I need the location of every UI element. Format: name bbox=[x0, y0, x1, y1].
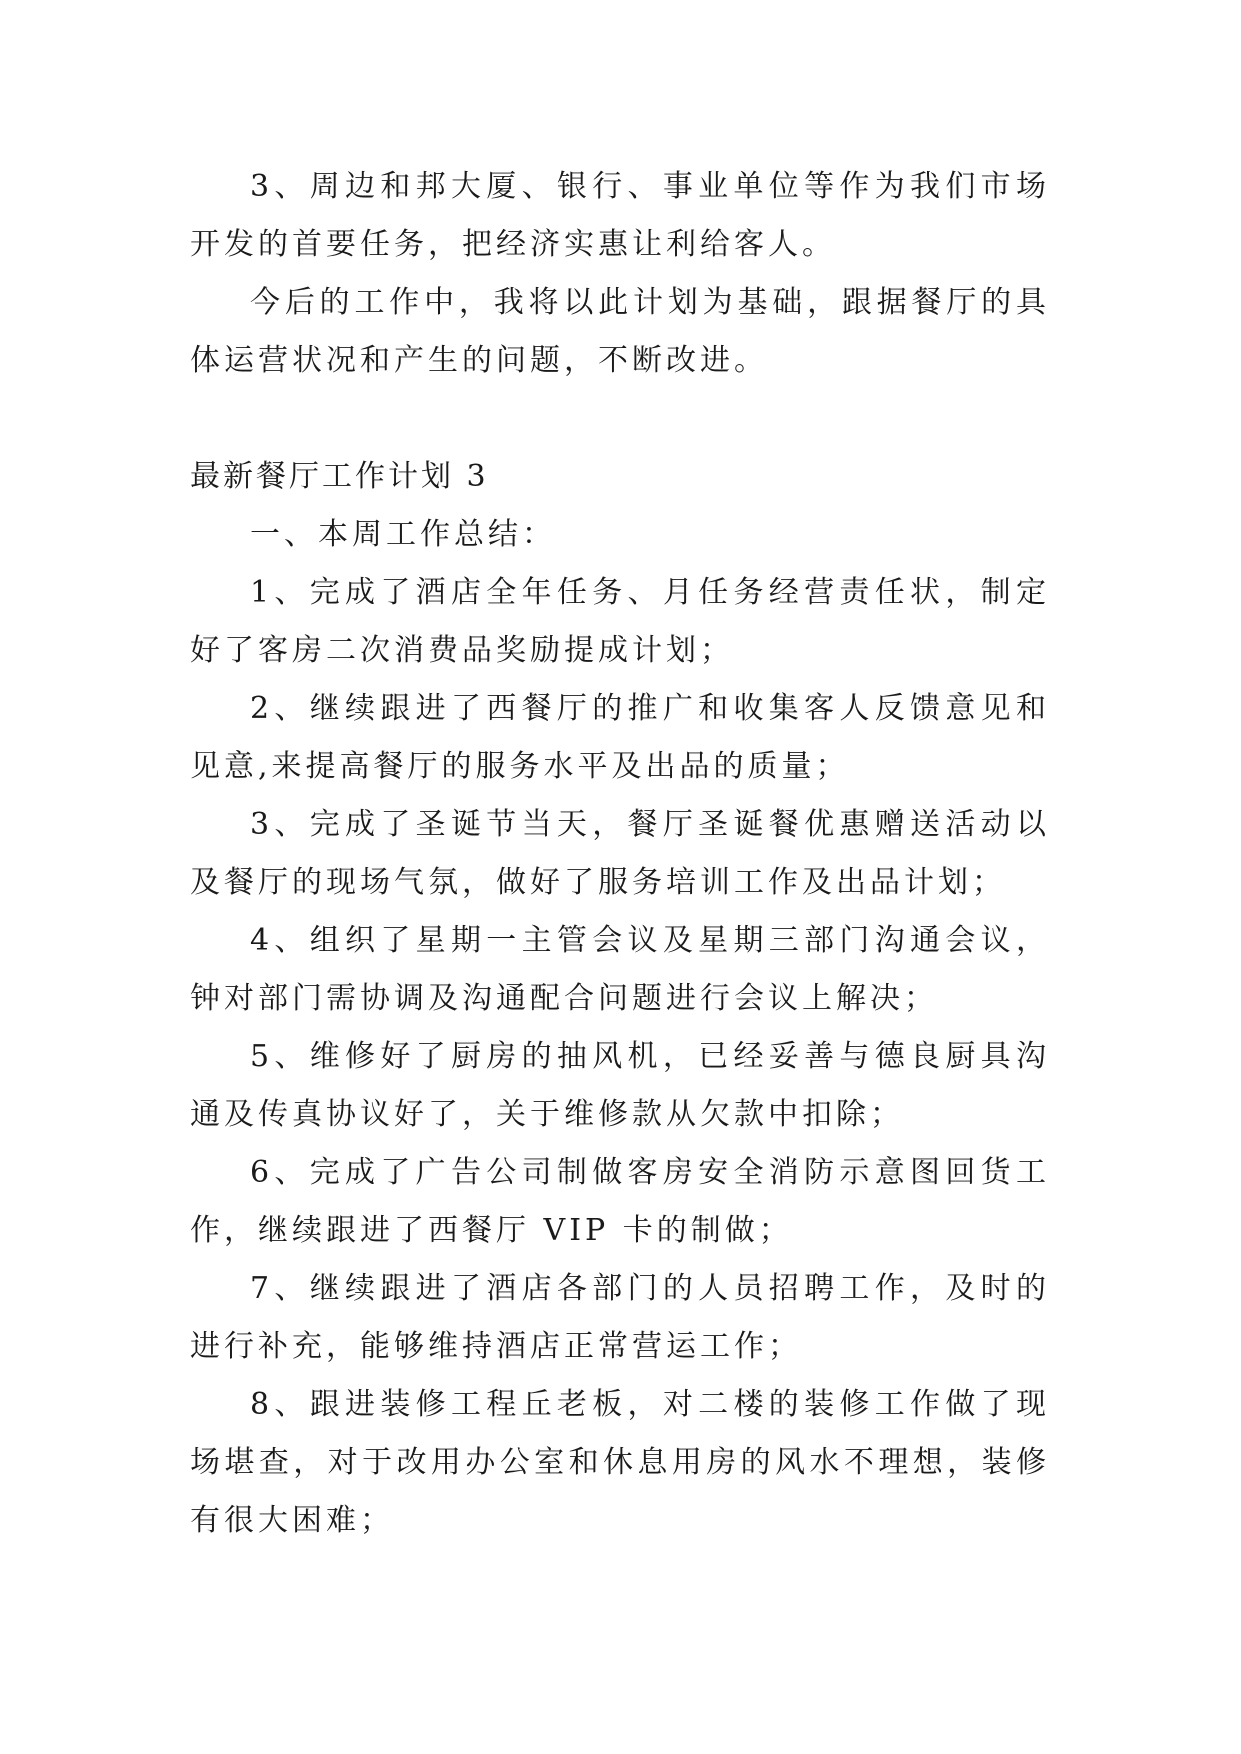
list-item: 4、组织了星期一主管会议及星期三部门沟通会议，钟对部门需协调及沟通配合问题进行会议上解决； bbox=[190, 923, 1050, 1016]
list-item: 7、继续跟进了酒店各部门的人员招聘工作，及时的进行补充，能够维持酒店正常营运工作； bbox=[190, 1271, 1050, 1364]
list-item: 1、完成了酒店全年任务、月任务经营责任状，制定好了客房二次消费品奖励提成计划； bbox=[190, 575, 1050, 668]
document-body bbox=[190, 158, 1050, 1550]
list-item: 3、完成了圣诞节当天，餐厅圣诞餐优惠赠送活动以及餐厅的现场气氛，做好了服务培训工作及出品计划； bbox=[190, 807, 1050, 900]
paragraph-market-development: 3、周边和邦大厦、银行、事业单位等作为我们市场开发的首要任务，把经济实惠让利给客人。 bbox=[190, 169, 1050, 262]
section-subtitle: 一、本周工作总结： bbox=[250, 517, 556, 552]
section-spacer bbox=[190, 390, 1050, 448]
paragraph-future-work: 今后的工作中，我将以此计划为基础，跟据餐厅的具体运营状况和产生的问题，不断改进。 bbox=[190, 285, 1050, 378]
list-item: 2、继续跟进了西餐厅的推广和收集客人反馈意见和见意,来提高餐厅的服务水平及出品的质量； bbox=[190, 691, 1050, 784]
list-item: 5、维修好了厨房的抽风机，已经妥善与德良厨具沟通及传真协议好了，关于维修款从欠款中扣除； bbox=[190, 1039, 1050, 1132]
list-item: 6、完成了广告公司制做客房安全消防示意图回货工作，继续跟进了西餐厅 VIP 卡的制做； bbox=[190, 1155, 1050, 1248]
list-item: 8、跟进装修工程丘老板，对二楼的装修工作做了现场堪查，对于改用办公室和休息用房的风水不理想，装修有很大困难； bbox=[190, 1387, 1050, 1538]
section-title: 最新餐厅工作计划 3 bbox=[190, 459, 489, 494]
